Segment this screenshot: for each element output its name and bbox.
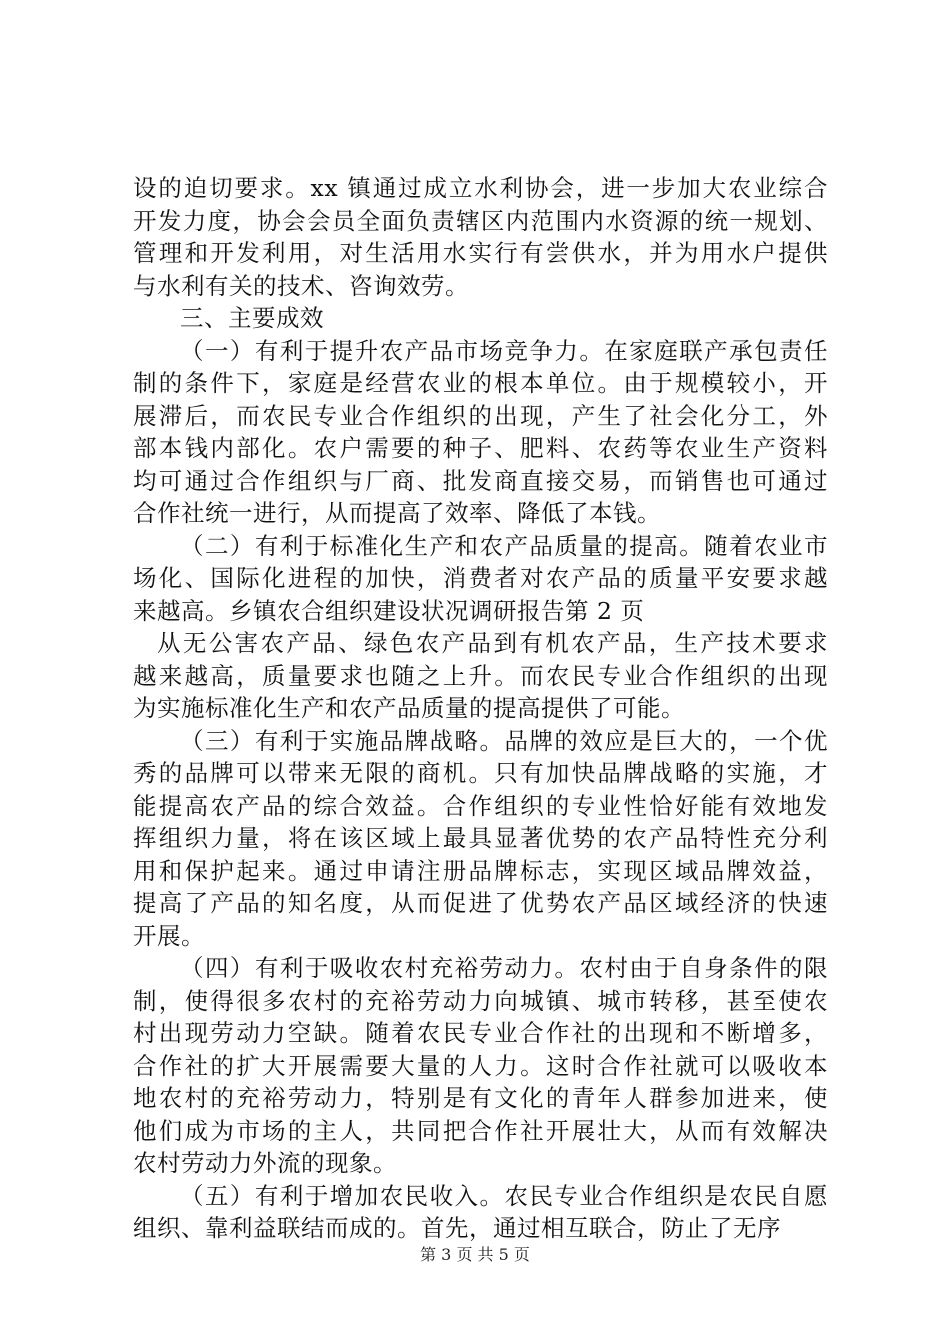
paragraph-line: 从无公害农产品、绿色农产品到有机农产品，生产技术要求 — [157, 629, 828, 657]
paragraph-line: 为实施标准化生产和农产品质量的提高提供了可能。 — [133, 694, 685, 722]
paragraph-p1 — [133, 172, 828, 302]
paragraph-line: 用和保护起来。通过申请注册品牌标志，实现区域品牌效益， — [133, 856, 828, 885]
paragraph-line: 设的迫切要求。xx 镇通过成立水利协会，进一步加大农业综合 — [133, 174, 828, 202]
paragraph-line: （三）有利于实施品牌战略。品牌的效应是巨大的，一个优 — [180, 726, 828, 755]
paragraph-line: 越来越高，质量要求也随之上升。而农民专业合作组织的出现 — [133, 661, 828, 690]
paragraph-line: 场化、国际化进程的加快，消费者对农产品的质量平安要求越 — [133, 564, 828, 592]
paragraph-line: 部本钱内部化。农户需要的种子、肥料、农药等农业生产资料 — [133, 434, 828, 462]
paragraph-p6 — [133, 725, 828, 953]
paragraph-line: （一）有利于提升农产品市场竞争力。在家庭联产承包责任 — [180, 336, 828, 365]
paragraph-line: （五）有利于增加农民收入。农民专业合作组织是农民自愿 — [180, 1181, 828, 1210]
paragraph-p4 — [133, 530, 828, 628]
paragraph-line: 挥组织力量，将在该区域上最具显著优势的农产品特性充分利 — [133, 824, 828, 852]
document-body — [133, 172, 828, 1245]
paragraph-line: （四）有利于吸收农村充裕劳动力。农村由于自身条件的限 — [180, 954, 828, 982]
paragraph-line: 均可通过合作组织与厂商、批发商直接交易，而销售也可通过 — [133, 466, 828, 495]
paragraph-p8 — [133, 1180, 828, 1245]
paragraph-line: 合作社统一进行，从而提高了效率、降低了本钱。 — [133, 499, 661, 527]
paragraph-line: 他们成为市场的主人，共同把合作社开展壮大，从而有效解决 — [133, 1116, 828, 1145]
paragraph-line: 管理和开发利用，对生活用水实行有尝供水，并为用水户提供 — [133, 239, 828, 267]
paragraph-line: 三、主要成效 — [180, 304, 324, 332]
page-footer: 第 3 页 共 5 页 — [420, 1245, 530, 1264]
paragraph-line: 来越高。乡镇农合组织建设状况调研报告第 2 页 — [133, 596, 645, 625]
paragraph-p5 — [133, 627, 828, 725]
paragraph-line: 地农村的充裕劳动力，特别是有文化的青年人群参加进来，使 — [133, 1084, 828, 1112]
paragraph-line: 与水利有关的技术、咨询效劳。 — [133, 271, 469, 300]
paragraph-line: 开展。 — [133, 921, 205, 950]
paragraph-line: 提高了产品的知名度，从而促进了优势农产品区域经济的快速 — [133, 889, 828, 917]
paragraph-line: 制的条件下，家庭是经营农业的根本单位。由于规模较小，开 — [133, 369, 828, 397]
paragraph-line: 制，使得很多农村的充裕劳动力向城镇、城市转移，甚至使农 — [133, 986, 828, 1015]
paragraph-line: 能提高农产品的综合效益。合作组织的专业性恰好能有效地发 — [133, 791, 828, 820]
paragraph-p3 — [133, 335, 828, 530]
paragraph-line: 组织、靠利益联结而成的。首先，通过相互联合，防止了无序 — [133, 1214, 781, 1242]
paragraph-line: 展滞后，而农民专业合作组织的出现，产生了社会化分工，外 — [133, 401, 828, 430]
paragraph-line: 开发力度，协会会员全面负责辖区内范围内水资源的统一规划、 — [133, 206, 828, 235]
paragraph-p7 — [133, 952, 828, 1180]
paragraph-line: 村出现劳动力空缺。随着农民专业合作社的出现和不断增多， — [133, 1019, 828, 1047]
paragraph-line: （二）有利于标准化生产和农产品质量的提高。随着农业市 — [180, 531, 828, 560]
paragraph-line: 秀的品牌可以带来无限的商机。只有加快品牌战略的实施，才 — [133, 759, 828, 787]
paragraph-line: 农村劳动力外流的现象。 — [133, 1149, 397, 1177]
paragraph-p2 — [133, 302, 828, 335]
paragraph-line: 合作社的扩大开展需要大量的人力。这时合作社就可以吸收本 — [133, 1051, 828, 1080]
